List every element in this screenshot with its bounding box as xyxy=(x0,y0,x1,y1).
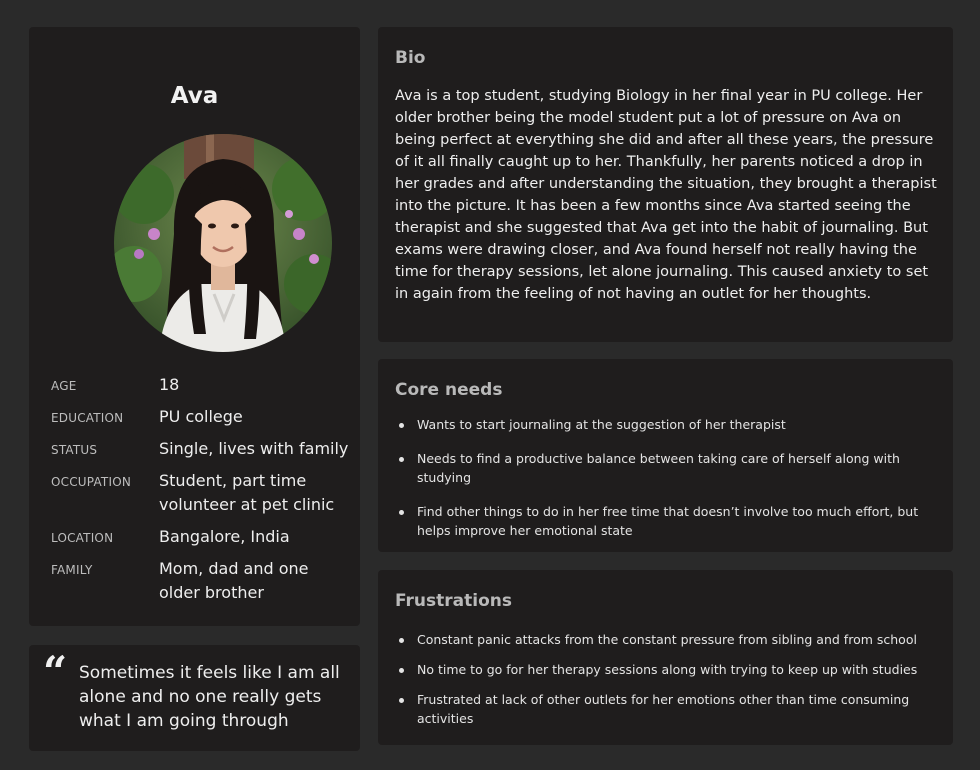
frustrations-list xyxy=(395,630,940,739)
fact-education xyxy=(51,405,351,429)
fact-age xyxy=(51,373,351,397)
list-item xyxy=(395,630,940,649)
fact-label: STATUS xyxy=(51,443,98,457)
list-item-text: Constant panic attacks from the constant pressure from sibling and from school xyxy=(417,632,917,647)
profile-card xyxy=(29,27,360,626)
fact-value: Single, lives with family xyxy=(159,439,349,458)
quote-mark-icon: “ xyxy=(43,647,68,696)
bullet-icon xyxy=(399,638,404,643)
frustrations-card xyxy=(378,570,953,745)
bullet-icon xyxy=(399,668,404,673)
list-item xyxy=(395,502,940,540)
quote-text: Sometimes it feels like I am all alone and no one really gets what I am going through xyxy=(79,663,340,731)
bio-card xyxy=(378,27,953,342)
list-item xyxy=(395,415,940,434)
fact-status xyxy=(51,437,351,461)
profile-photo xyxy=(114,134,332,352)
frustrations-title: Frustrations xyxy=(395,591,512,611)
fact-value: Student, part time volunteer at pet clinic xyxy=(159,471,335,514)
fact-value: Bangalore, India xyxy=(159,527,290,546)
fact-value: Mom, dad and one older brother xyxy=(159,559,309,602)
fact-label: FAMILY xyxy=(51,563,93,577)
list-item-text: Wants to start journaling at the suggestion of her therapist xyxy=(417,417,786,432)
facts-list xyxy=(51,373,351,613)
core-needs-list xyxy=(395,415,940,555)
fact-label: EDUCATION xyxy=(51,411,124,425)
fact-label: OCCUPATION xyxy=(51,475,132,489)
persona-name: Ava xyxy=(170,83,219,109)
bio-title: Bio xyxy=(395,48,426,68)
list-item xyxy=(395,660,940,679)
fact-label: LOCATION xyxy=(51,531,114,545)
core-needs-title: Core needs xyxy=(395,380,503,400)
list-item-text: Frustrated at lack of other outlets for her emotions other than time consuming activities xyxy=(417,692,910,726)
core-needs-card xyxy=(378,359,953,552)
bullet-icon xyxy=(399,423,404,428)
fact-location xyxy=(51,525,351,549)
fact-value: 18 xyxy=(159,375,180,394)
bullet-icon xyxy=(399,457,404,462)
bullet-icon xyxy=(399,510,404,515)
list-item-text: Needs to find a productive balance between taking care of herself along with studying xyxy=(417,451,900,485)
fact-value: PU college xyxy=(159,407,243,426)
list-item-text: No time to go for her therapy sessions along with trying to keep up with studies xyxy=(417,662,918,677)
fact-occupation xyxy=(51,469,351,517)
list-item-text: Find other things to do in her free time that doesn’t involve too much effort, but helps improve her emotional state xyxy=(417,504,919,538)
fact-label: AGE xyxy=(51,379,77,393)
quote-card xyxy=(29,645,360,751)
list-item xyxy=(395,690,940,728)
fact-family xyxy=(51,557,351,605)
bio-text: Ava is a top student, studying Biology in her final year in PU college. Her older brother being the model student put a lot of pressure on Ava on being perfect at everything she did and after all these years, the pressure of it all finally caught up to her. Thankfully, her parents noticed a drop in her grades and after understanding the situation, they brought a therapist into the picture. It has been a few months since Ava started seeing the therapist and she suggested that Ava get into the habit of journaling. But exams were drawing closer, and Ava found herself not really having the time for therapy sessions, let alone journaling. This caused anxiety to set in again from the feeling of not having an outlet for her thoughts. xyxy=(395,88,937,302)
bullet-icon xyxy=(399,698,404,703)
list-item xyxy=(395,449,940,487)
